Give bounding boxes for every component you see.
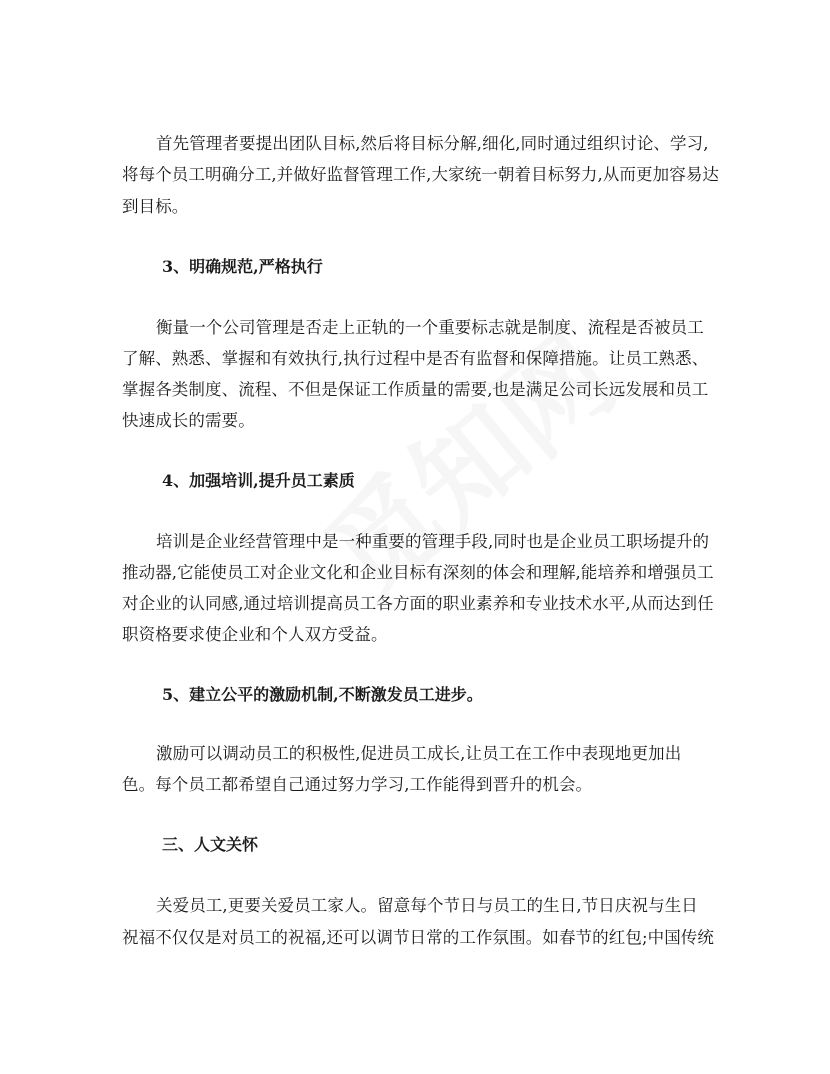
paragraph-line: 职资格要求使企业和个人双方受益。 [122, 625, 388, 644]
paragraph-line: 关爱员工,更要关爱员工家人。留意每个节日与员工的生日,节日庆祝与生日 [156, 896, 698, 915]
paragraph-line: 了解、熟悉、掌握和有效执行,执行过程中是否有监督和保障措施。让员工熟悉、 [122, 349, 709, 368]
paragraph-line: 推动器,它能使员工对企业文化和企业目标有深刻的体会和理解,能培养和增强员工 [122, 563, 714, 582]
section-heading-6: 三、人文关怀 [162, 835, 259, 854]
paragraph-line: 色。每个员工都希望自己通过努力学习,工作能得到晋升的机会。 [122, 775, 593, 794]
paragraph-line: 将每个员工明确分工,并做好监督管理工作,大家统一朝着目标努力,从而更加容易达 [122, 165, 720, 184]
section-heading-5: 5、建立公平的激励机制,不断激发员工进步。 [162, 685, 483, 704]
paragraph-line: 培训是企业经营管理中是一种重要的管理手段,同时也是企业员工职场提升的 [156, 532, 710, 551]
paragraph-line: 快速成长的需要。 [122, 411, 255, 430]
section-heading-4: 4、加强培训,提升员工素质 [162, 471, 355, 490]
paragraph-line: 到目标。 [122, 197, 189, 216]
paragraph-line: 衡量一个公司管理是否走上正轨的一个重要标志就是制度、流程是否被员工 [156, 318, 704, 337]
paragraph-line: 首先管理者要提出团队目标,然后将目标分解,细化,同时通过组织讨论、学习, [156, 134, 709, 153]
paragraph-line: 激励可以调动员工的积极性,促进员工成长,让员工在工作中表现地更加出 [156, 744, 682, 763]
paragraph-line: 掌握各类制度、流程、不但是保证工作质量的需要,也是满足公司长远发展和员工 [122, 380, 709, 399]
paragraph-line: 对企业的认同感,通过培训提高员工各方面的职业素养和专业技术水平,从而达到任 [122, 594, 714, 613]
paragraph-line: 祝福不仅仅是对员工的祝福,还可以调节日常的工作氛围。如春节的红包;中国传统 [122, 928, 715, 947]
section-heading-3: 3、明确规范,严格执行 [162, 257, 323, 276]
